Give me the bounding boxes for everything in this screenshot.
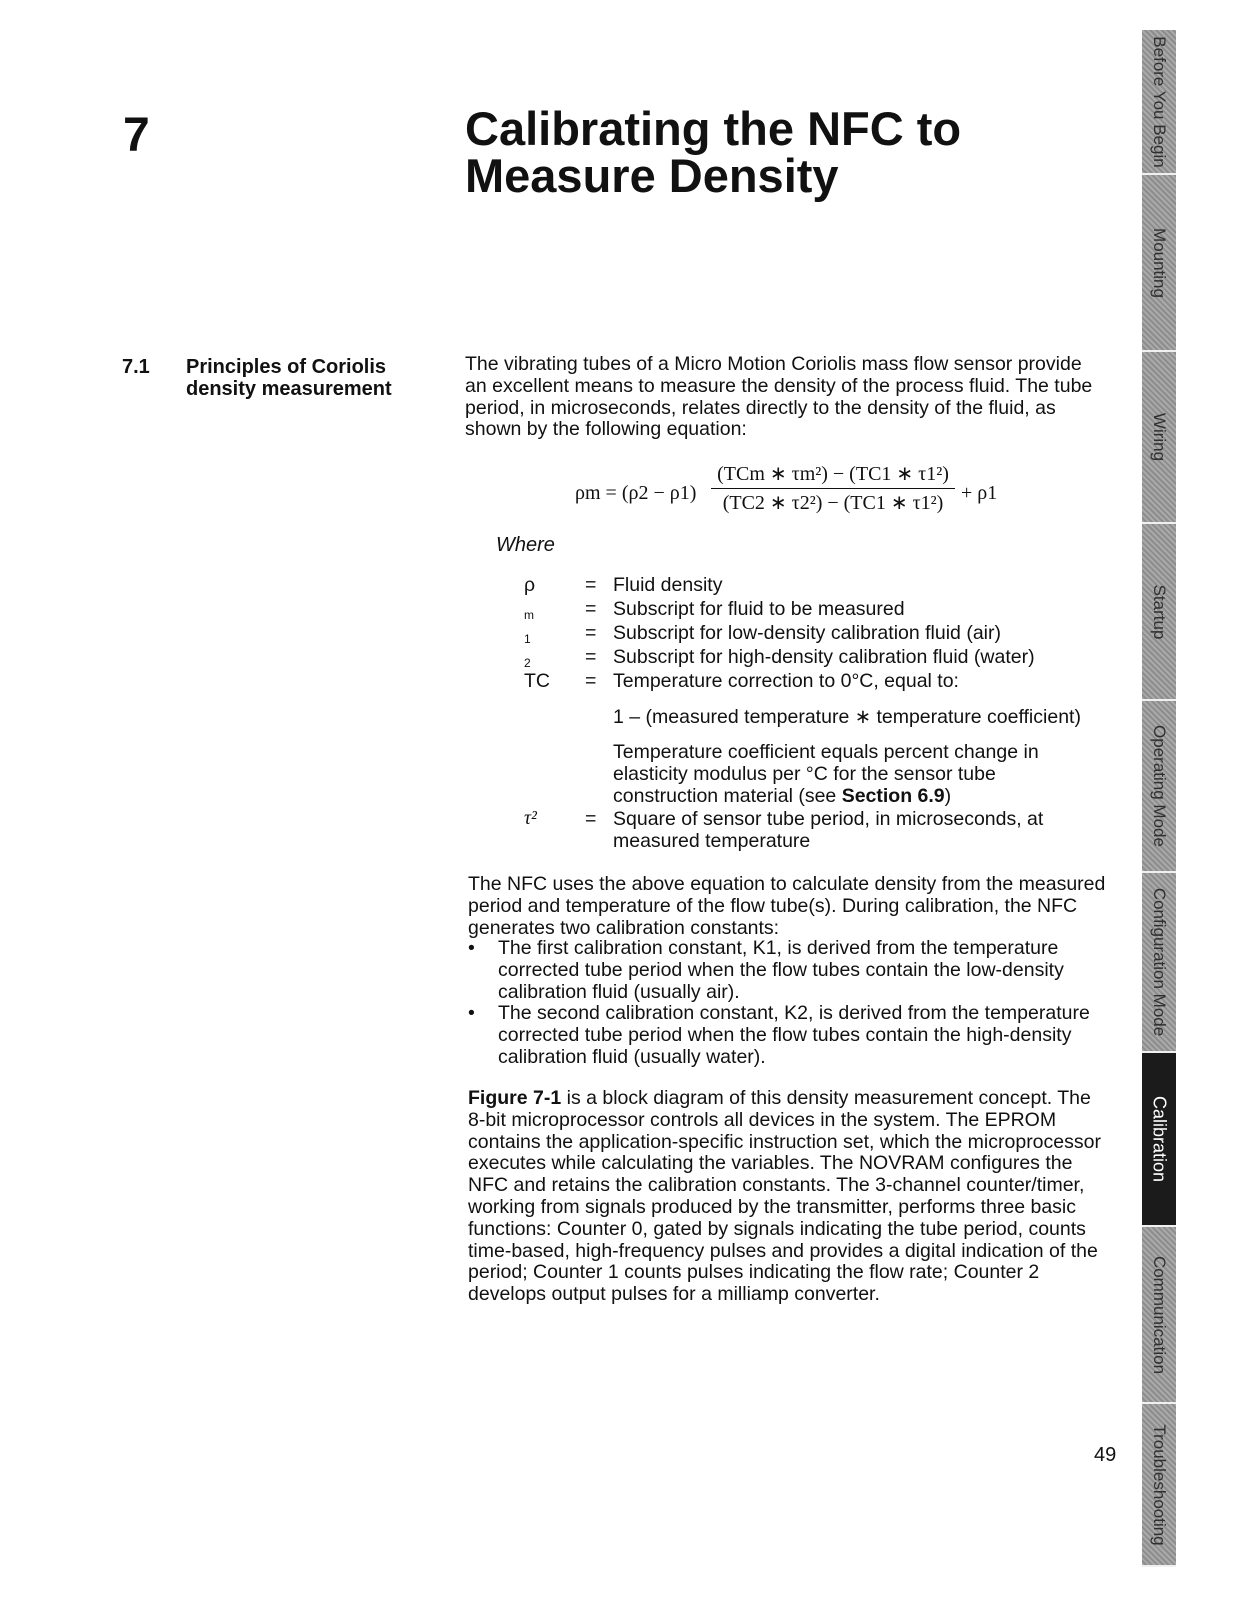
definition-symbol: TC <box>524 670 550 692</box>
where-label: Where <box>496 534 555 556</box>
chapter-title <box>465 102 1105 202</box>
density-equation <box>575 462 1015 530</box>
tab-startup[interactable] <box>1142 524 1176 701</box>
tab-label: Communication <box>1150 1255 1169 1374</box>
bullet-text: The second calibration constant, K2, is derived from the temperature corrected tube period when the flow tubes contain the high-density calibration fluid (usually water). <box>498 1002 1090 1068</box>
tab-label: Configuration Mode <box>1150 887 1169 1037</box>
definition-equals: = <box>585 622 597 644</box>
tab-mounting[interactable] <box>1142 175 1176 352</box>
definition-equals: = <box>585 574 597 596</box>
equation-denominator: (TC2 ∗ τ2²) − (TC1 ∗ τ1²) <box>722 492 944 514</box>
figure-paragraph-text: is a block diagram of this density measurement concept. The 8-bit microprocessor controls all devices in the system. The EPROM contains the application-specific instruction set, which the microprocessor executes while calculating the variables. The NOVRAM configures the NFC and retains the calibration constants. The 3-channel counter/timer, working from signals produced by the transmitter, performs three basic functions: Counter 0, gated by signals indicating the tube period, counts time-based, high-frequency pulses and provides a digital indication of the period; Counter 1 counts pulses indicating the flow rate; Counter 2 develops output pulses for a milliamp converter. <box>468 1087 1101 1306</box>
definition-equals: = <box>585 646 597 668</box>
tab-label: Startup <box>1150 584 1169 639</box>
chapter-title-line1: Calibrating the NFC to <box>465 102 962 155</box>
definition-text: Subscript for low-density calibration fluid (air) <box>613 622 1001 644</box>
tab-troubleshooting[interactable] <box>1142 1404 1176 1567</box>
definition-equals: = <box>585 670 597 692</box>
tab-label: Before You Begin <box>1150 35 1169 168</box>
tab-label: Troubleshooting <box>1150 1423 1169 1546</box>
equation-lhs: ρm = (ρ2 − ρ1) <box>575 482 697 504</box>
bullet-item <box>468 938 1108 1004</box>
bullet-item <box>468 1003 1108 1069</box>
tab-label: Mounting <box>1150 227 1169 298</box>
section-title-line2: density measurement <box>186 378 392 400</box>
chapter-tabs <box>1142 30 1176 1565</box>
equation-fraction <box>711 462 955 515</box>
tc-note-prefix: Temperature coefficient equals percent change in elasticity modulus per °C for the sensor tube construction material (see <box>613 741 1039 807</box>
tab-label: Operating Mode <box>1150 725 1169 847</box>
bullet-dot: • <box>468 937 475 959</box>
definition-symbol: ρ <box>524 574 536 596</box>
tc-note-suffix: ) <box>944 785 952 807</box>
definition-text: Subscript for fluid to be measured <box>613 598 905 620</box>
tab-configuration-mode[interactable] <box>1142 873 1176 1053</box>
nfc-paragraph: The NFC uses the above equation to calculate density from the measured period and temperature of the flow tube(s). During calibration, the NFC generates two calibration constants: <box>468 873 1106 939</box>
tab-label: Calibration <box>1149 1095 1170 1183</box>
definition-text: Fluid density <box>613 574 723 596</box>
fraction-bar <box>711 488 955 489</box>
section-title <box>186 356 446 400</box>
definition-text: Square of sensor tube period, in microseconds, at measured temperature <box>613 808 1044 852</box>
chapter-title-line2: Measure Density <box>465 149 839 202</box>
definition-symbol: τ² <box>524 808 537 829</box>
chapter-number: 7 <box>123 109 150 162</box>
tab-operating-mode[interactable] <box>1142 701 1176 873</box>
tab-before-you-begin[interactable] <box>1142 30 1176 175</box>
definition-symbol: 1 <box>524 632 531 646</box>
intro-paragraph: The vibrating tubes of a Micro Motion Coriolis mass flow sensor provide an excellent means to measure the density of the process fluid. The tube period, in microseconds, relates directly to the density of the fluid, as shown by the following equation: <box>465 353 1093 441</box>
tab-label: Wiring <box>1150 412 1169 462</box>
definition-symbol: m <box>524 608 534 622</box>
tc-note <box>613 741 1083 807</box>
tab-communication[interactable] <box>1142 1227 1176 1404</box>
definition-symbol: 2 <box>524 656 531 670</box>
figure-paragraph <box>468 1088 1108 1306</box>
tc-formula: 1 – (measured temperature ∗ temperature coefficient) <box>613 706 1081 728</box>
bullet-text: The first calibration constant, K1, is derived from the temperature corrected tube period when the flow tubes contain the low-density calibration fluid (usually air). <box>498 937 1064 1003</box>
page-number: 49 <box>1094 1444 1117 1466</box>
figure-reference: Figure 7-1 <box>468 1087 562 1109</box>
definition-equals: = <box>585 808 597 830</box>
definition-text: Temperature correction to 0°C, equal to: <box>613 670 959 692</box>
section-number: 7.1 <box>122 356 150 378</box>
equation-numerator: (TCm ∗ τm²) − (TC1 ∗ τ1²) <box>717 463 949 485</box>
tab-wiring[interactable] <box>1142 352 1176 524</box>
section-title-line1: Principles of Coriolis <box>186 356 387 378</box>
section-reference: Section 6.9 <box>841 785 945 807</box>
definition-text: Subscript for high-density calibration fluid (water) <box>613 646 1035 668</box>
definition-equals: = <box>585 598 597 620</box>
bullet-dot: • <box>468 1002 475 1024</box>
equation-rhs: + ρ1 <box>961 482 998 504</box>
tab-calibration[interactable] <box>1142 1053 1176 1227</box>
